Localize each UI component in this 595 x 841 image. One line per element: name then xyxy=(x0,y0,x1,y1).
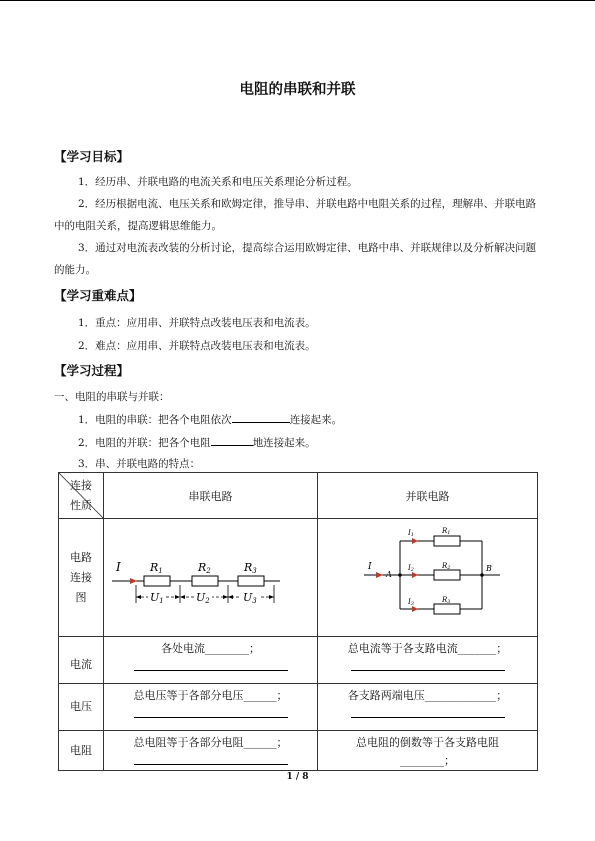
parallel-current-label-text: I xyxy=(368,562,372,572)
table-row-voltage xyxy=(59,684,538,731)
parallel-resistor-2 xyxy=(434,570,460,580)
section-heading-key-points: 【学习重难点】 xyxy=(54,288,142,303)
series-diagram-cell xyxy=(104,519,318,637)
q1-after: 连接起来。 xyxy=(289,414,343,426)
series-current-label-text: I xyxy=(116,560,121,574)
series-current-label xyxy=(115,560,121,574)
series-resistance-cell xyxy=(104,731,318,771)
table-row-resistance xyxy=(59,731,538,771)
parallel-node-a xyxy=(385,570,392,579)
series-voltage-arrowhead xyxy=(180,595,185,599)
series-voltage-arrowhead xyxy=(175,595,180,599)
row-label-diagram-3: 图 xyxy=(75,590,87,604)
corner-cell xyxy=(59,473,104,519)
page-title: 电阻的串联和并联 xyxy=(239,82,356,98)
series-current-arrow xyxy=(130,578,137,584)
row-label-resistance: 电阻 xyxy=(59,731,104,771)
row-label-current: 电流 xyxy=(59,637,104,684)
series-u2-label: U2 xyxy=(196,591,210,605)
corner-label-bottom: 性质 xyxy=(70,498,92,512)
parallel-resistance-text-2: ________； xyxy=(400,754,455,767)
series-voltage-arrowhead xyxy=(223,595,228,599)
parallel-node-b xyxy=(485,564,492,573)
row-label-diagram xyxy=(59,519,104,637)
parallel-circuit-diagram xyxy=(318,519,536,633)
q1-before: 1．电阻的串联：把各个电阻依次 xyxy=(78,414,232,426)
parallel-resistor-3 xyxy=(434,604,460,614)
table-header-row xyxy=(59,473,538,519)
q2-before: 2．电阻的并联：把各个电阻 xyxy=(78,437,211,449)
parallel-node-a-text: A xyxy=(386,570,392,579)
goal-item-2: 2．经历根据电流、电压关系和欧姆定律，推导串、并联电路中电阻关系的过程，理解串、并联电路中的电阻关系，提高逻辑思维能力。 xyxy=(54,198,537,232)
parallel-resistance-cell xyxy=(318,731,538,771)
parallel-resistance-text-1: 总电阻的倒数等于各支路电阻 xyxy=(356,736,499,749)
parallel-current-label xyxy=(367,562,372,572)
process-q1 xyxy=(54,409,542,431)
series-circuit-diagram xyxy=(104,519,316,633)
series-current-answer-line[interactable] xyxy=(134,660,288,671)
process-intro: 一、电阻的串联与并联： xyxy=(54,391,170,403)
series-resistance-answer-line[interactable] xyxy=(134,754,288,765)
parallel-i2-label: I2 xyxy=(408,564,414,573)
parallel-voltage-cell xyxy=(318,684,538,731)
parallel-current-text: 总电流等于各支路电流_______； xyxy=(347,642,508,655)
series-resistance-text: 总电阻等于各部分电阻______； xyxy=(133,736,288,749)
series-current-cell xyxy=(104,637,318,684)
process-q3: 3．串、并联电路的特点： xyxy=(78,458,201,470)
goal-item-1: 1．经历串、并联电路的电流关系和电压关系理论分析过程。 xyxy=(78,176,358,188)
series-u1-label: U1 xyxy=(150,591,164,605)
series-r3-label: R3 xyxy=(244,561,257,575)
q2-after: 地连接起来。 xyxy=(252,437,316,449)
corner-label-top: 连接 xyxy=(70,478,92,492)
series-voltage-answer-line[interactable] xyxy=(134,707,288,718)
row-label-voltage: 电压 xyxy=(59,684,104,731)
table-row-current xyxy=(59,637,538,684)
parallel-current-arrow xyxy=(376,572,383,578)
parallel-r1-label: R1 xyxy=(442,527,451,536)
series-resistor-3 xyxy=(238,576,264,586)
key-point-2: 2．难点：应用串、并联特点改装电压表和电流表。 xyxy=(78,340,316,352)
goal-item-3: 3．通过对电流表改装的分析讨论，提高综合运用欧姆定律、电路中串、并联规律以及分析解决问题的能力。 xyxy=(54,242,537,276)
section-heading-goals: 【学习目标】 xyxy=(54,149,130,164)
q1-blank[interactable] xyxy=(232,411,290,423)
series-resistor-2 xyxy=(192,576,218,586)
series-voltage-cell xyxy=(104,684,318,731)
parallel-voltage-answer-line[interactable] xyxy=(351,707,505,718)
series-voltage-arrowhead xyxy=(269,595,274,599)
key-point-1: 1．重点：应用串、并联特点改装电压表和电流表。 xyxy=(78,317,316,329)
series-resistor-1 xyxy=(144,576,170,586)
series-parallel-table xyxy=(58,472,538,771)
parallel-r2-label: R2 xyxy=(442,562,451,571)
series-u3-label: U3 xyxy=(243,591,257,605)
parallel-current-cell xyxy=(318,637,538,684)
parallel-r3-label: R3 xyxy=(442,596,451,605)
row-label-diagram-2: 连接 xyxy=(70,570,92,584)
parallel-branch-arrow-1 xyxy=(412,538,418,544)
parallel-node-b-text: B xyxy=(486,564,492,573)
parallel-i3-label: I3 xyxy=(408,598,414,607)
parallel-current-answer-line[interactable] xyxy=(351,660,505,671)
series-voltage-arrowhead xyxy=(136,595,141,599)
row-label-diagram-1: 电路 xyxy=(70,550,92,564)
parallel-i1-label: I1 xyxy=(408,529,414,538)
col-header-parallel: 并联电路 xyxy=(318,473,538,519)
parallel-resistor-1 xyxy=(434,536,460,546)
parallel-diagram-cell xyxy=(318,519,538,637)
page-number: 1 / 8 xyxy=(286,772,309,782)
header-rule xyxy=(0,0,595,1)
series-voltage-text: 总电压等于各部分电压______； xyxy=(133,689,288,702)
col-header-series: 串联电路 xyxy=(104,473,318,519)
process-q2 xyxy=(54,432,542,454)
q2-blank[interactable] xyxy=(211,434,253,446)
series-voltage-arrowhead xyxy=(228,595,233,599)
section-heading-process: 【学习过程】 xyxy=(54,363,130,378)
parallel-voltage-text: 各支路两端电压_____________； xyxy=(347,689,508,702)
series-current-text: 各处电流________； xyxy=(161,642,260,655)
series-r1-label: R1 xyxy=(150,561,163,575)
table-row-diagram xyxy=(59,519,538,637)
series-r2-label: R2 xyxy=(198,561,211,575)
